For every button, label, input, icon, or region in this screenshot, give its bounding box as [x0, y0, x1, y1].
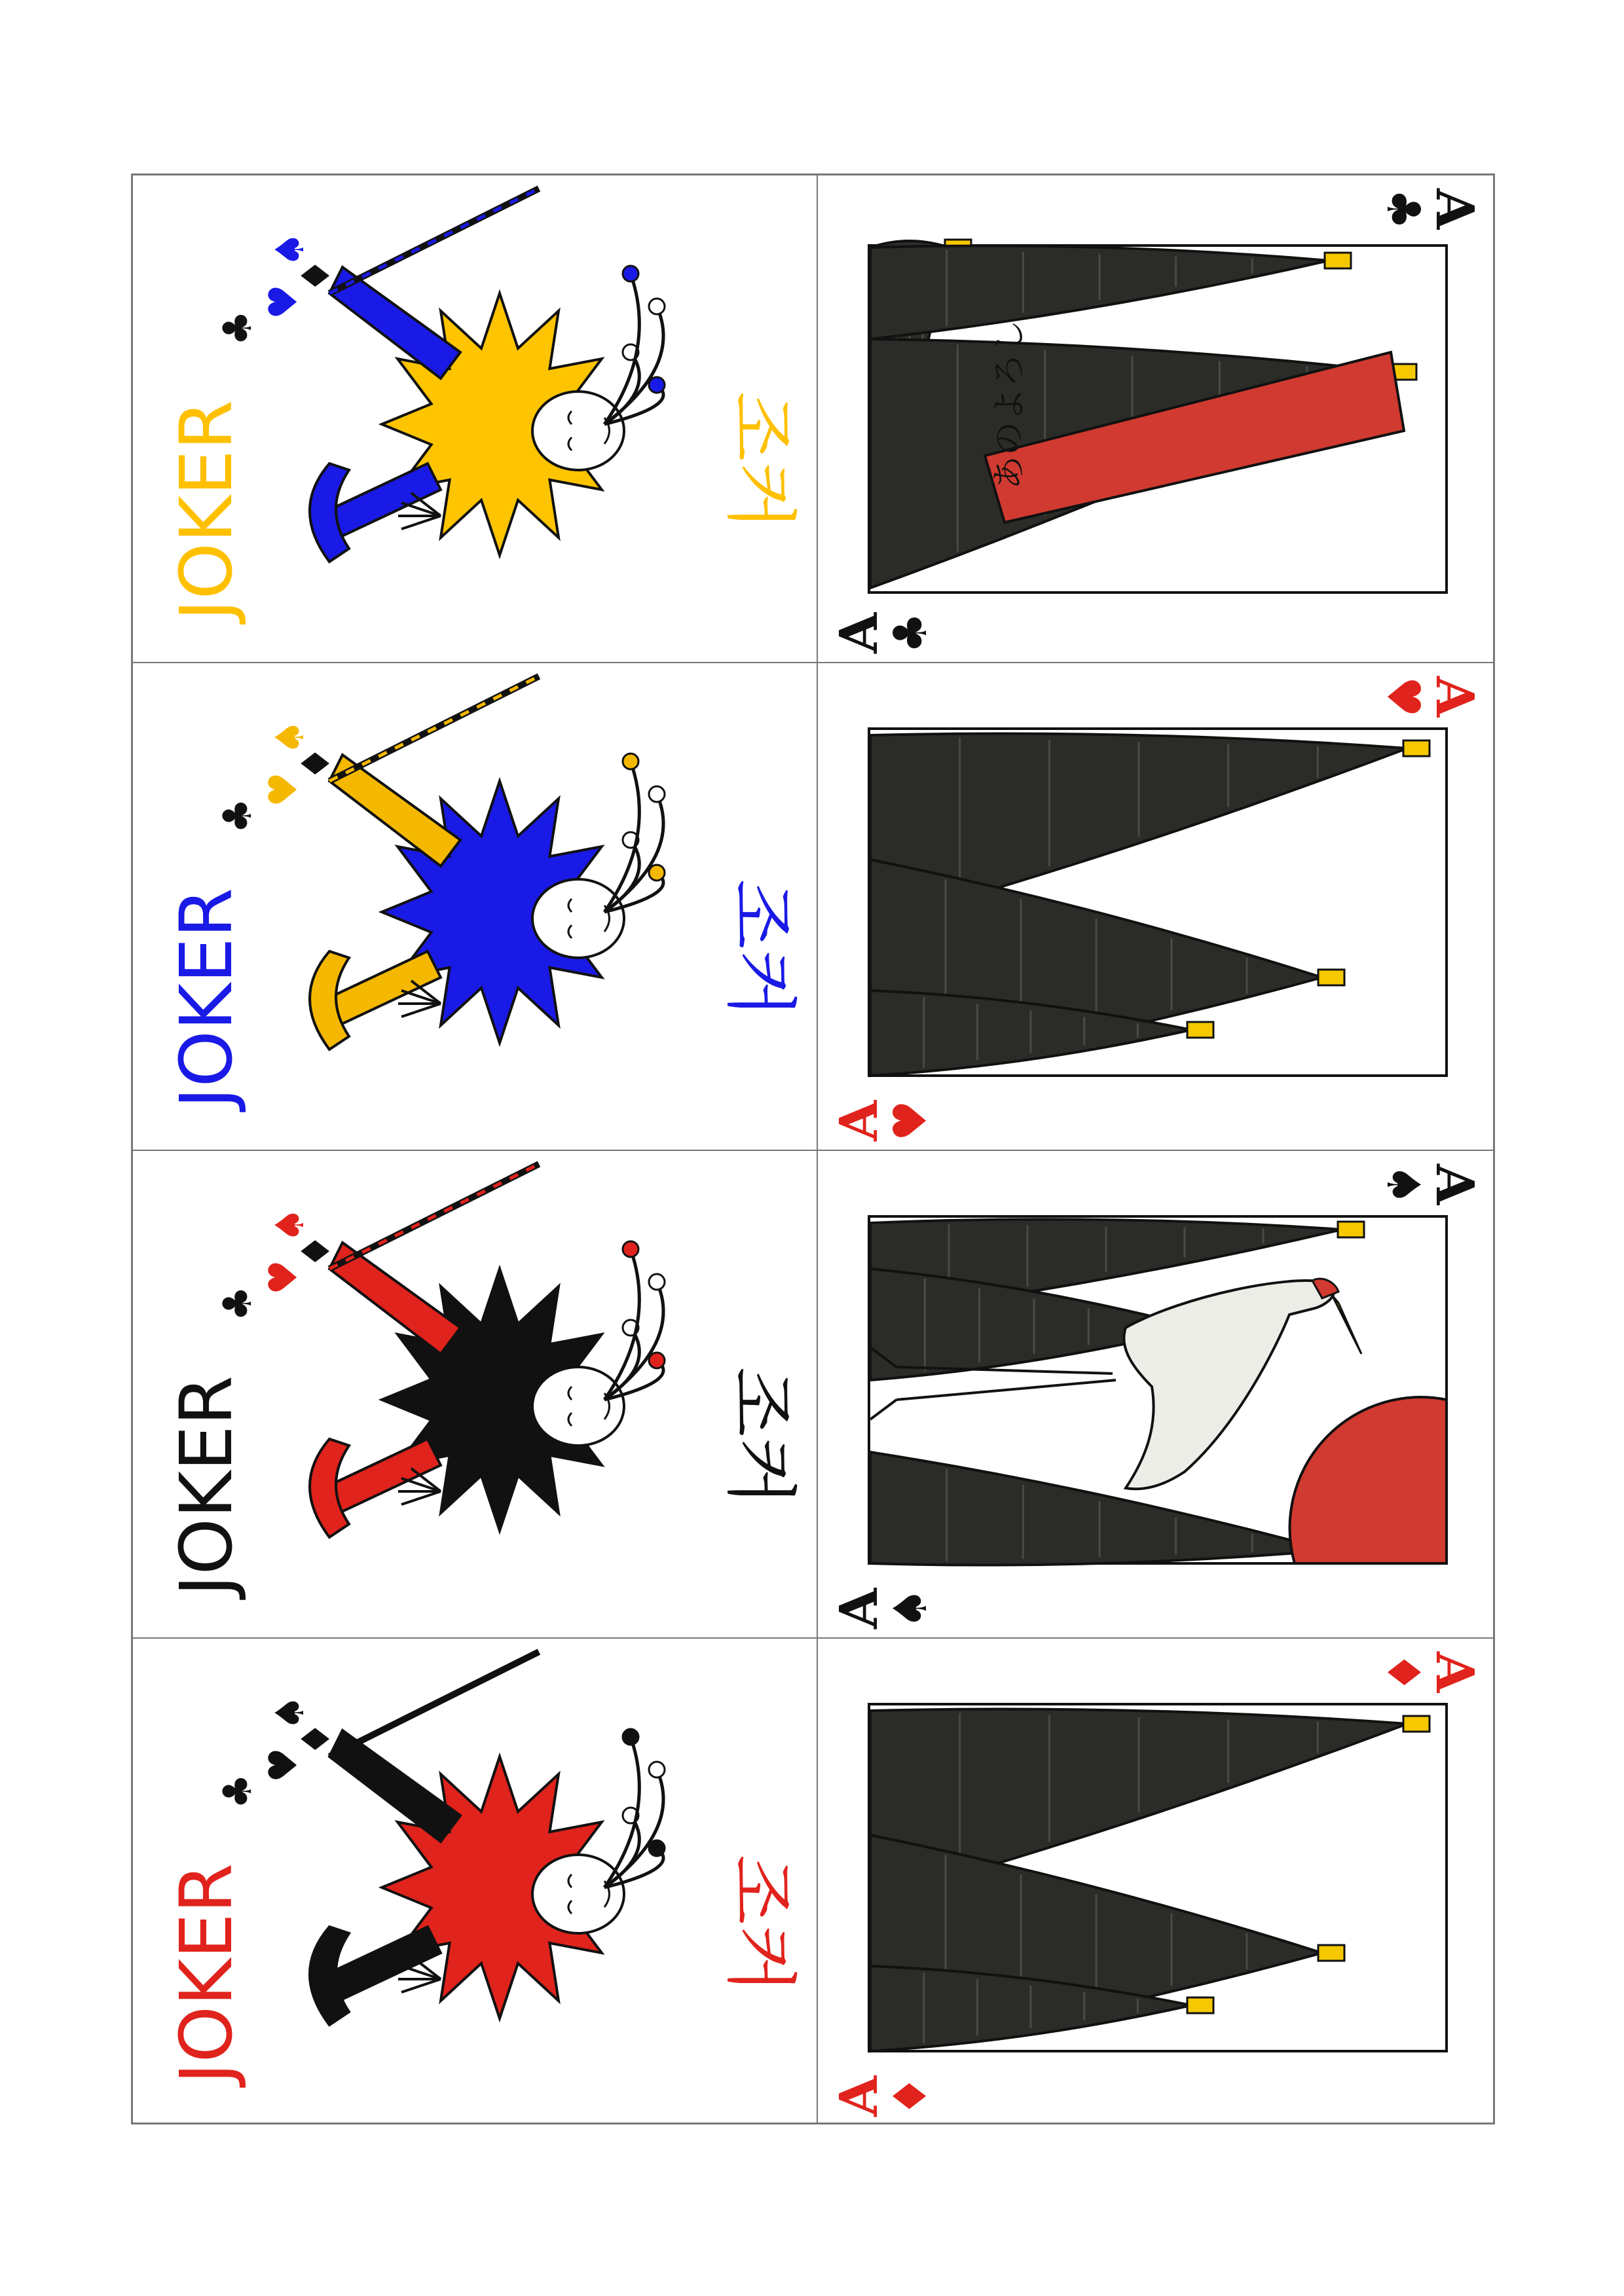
joker-suit-symbol-icon: ♣	[215, 310, 261, 346]
joker-label: JOKER	[164, 887, 248, 1108]
corner-rank: A	[828, 612, 889, 653]
pine-tip	[1318, 970, 1344, 985]
joker-figure	[215, 1164, 665, 1537]
joker-korean-label: 조커	[718, 392, 802, 531]
joker-card-red[interactable]	[133, 1639, 814, 2123]
pine-tip	[1325, 253, 1351, 268]
joker-suit-symbol-icon: ♦	[293, 1233, 339, 1269]
joker-suit-symbol-icon: ♠	[267, 1695, 313, 1730]
corner-rank: A	[828, 2075, 889, 2117]
corner-suit-spade-icon: ♠	[883, 1588, 937, 1629]
grid-divider	[133, 662, 1493, 663]
joker-suit-symbol-icon: ♠	[267, 232, 313, 267]
joker-suit-symbol-icon: ♥	[261, 772, 306, 807]
joker-card-black[interactable]	[133, 1151, 814, 1635]
pine-tip	[1338, 1222, 1364, 1237]
ace-of-diamonds-card[interactable]	[818, 1639, 1499, 2123]
joker-suit-symbol-icon: ♠	[267, 1207, 313, 1243]
joker-cap-bell	[649, 786, 665, 802]
pine-tip	[1403, 740, 1430, 756]
corner-rank: A	[828, 1100, 889, 1141]
corner-rank: A	[1424, 1652, 1486, 1693]
joker-suit-symbol-icon: ♥	[261, 1260, 306, 1295]
corner-suit-spade-icon: ♠	[1376, 1164, 1430, 1205]
corner-suit-club-icon: ♣	[1376, 189, 1430, 230]
joker-cap-bell	[649, 1274, 665, 1290]
joker-suit-symbol-icon: ♥	[261, 1747, 306, 1783]
pine-tip	[1318, 1945, 1344, 1961]
joker-cap-bell	[623, 1729, 638, 1745]
grid-divider	[133, 1637, 1493, 1639]
joker-suit-symbol-icon: ♠	[267, 720, 313, 755]
corner-suit-diamond-icon: ♦	[883, 2075, 937, 2117]
joker-cap-bell	[649, 1762, 665, 1777]
joker-cap-bell	[649, 1840, 665, 1856]
joker-figure	[215, 676, 665, 1049]
joker-suit-symbol-icon: ♣	[215, 1774, 261, 1809]
joker-korean-label: 조커	[718, 1855, 802, 1994]
joker-cap-bell	[623, 754, 638, 769]
corner-rank: A	[828, 1588, 889, 1629]
corner-rank: A	[1424, 189, 1486, 230]
joker-card-blue[interactable]	[133, 663, 814, 1148]
joker-cap-bell	[649, 1353, 665, 1368]
joker-label: JOKER	[164, 1863, 248, 2084]
grid-divider	[133, 1150, 1493, 1151]
joker-korean-label: 조커	[718, 879, 802, 1019]
joker-figure	[215, 189, 665, 562]
joker-cap-bell	[623, 266, 638, 282]
pine-tip	[1187, 1022, 1213, 1038]
joker-suit-symbol-icon: ♥	[261, 284, 306, 319]
corner-rank: A	[1424, 1164, 1486, 1205]
joker-cap-bell	[649, 377, 665, 393]
corner-rank: A	[1424, 676, 1486, 718]
joker-card-yellow[interactable]	[133, 175, 814, 660]
joker-figure	[215, 1652, 665, 2025]
joker-suit-symbol-icon: ♦	[293, 258, 339, 293]
corner-suit-heart-icon: ♥	[1376, 676, 1430, 718]
joker-cap-bell	[623, 1241, 638, 1257]
ace-of-clubs-card[interactable]	[818, 175, 1499, 660]
ribbon-poem-text: あのよろし	[990, 319, 1029, 490]
ace-of-hearts-card[interactable]	[818, 663, 1499, 1148]
joker-cap-bell	[649, 299, 665, 314]
corner-suit-diamond-icon: ♦	[1376, 1652, 1430, 1693]
pine-tip	[1403, 1716, 1430, 1732]
joker-suit-symbol-icon: ♦	[293, 1721, 339, 1757]
corner-suit-club-icon: ♣	[883, 612, 937, 653]
joker-suit-symbol-icon: ♣	[215, 1286, 261, 1321]
corner-suit-heart-icon: ♥	[883, 1100, 937, 1141]
joker-label: JOKER	[164, 1375, 248, 1596]
joker-suit-symbol-icon: ♦	[293, 746, 339, 781]
pine-tip	[1187, 1997, 1213, 2013]
ace-of-spades-card[interactable]	[818, 1151, 1499, 1635]
joker-label: JOKER	[164, 399, 248, 621]
joker-korean-label: 조커	[718, 1367, 802, 1506]
card-sheet	[131, 173, 1495, 2124]
grid-divider-vertical	[817, 175, 818, 2123]
joker-suit-symbol-icon: ♣	[215, 798, 261, 833]
joker-cap-bell	[649, 865, 665, 881]
